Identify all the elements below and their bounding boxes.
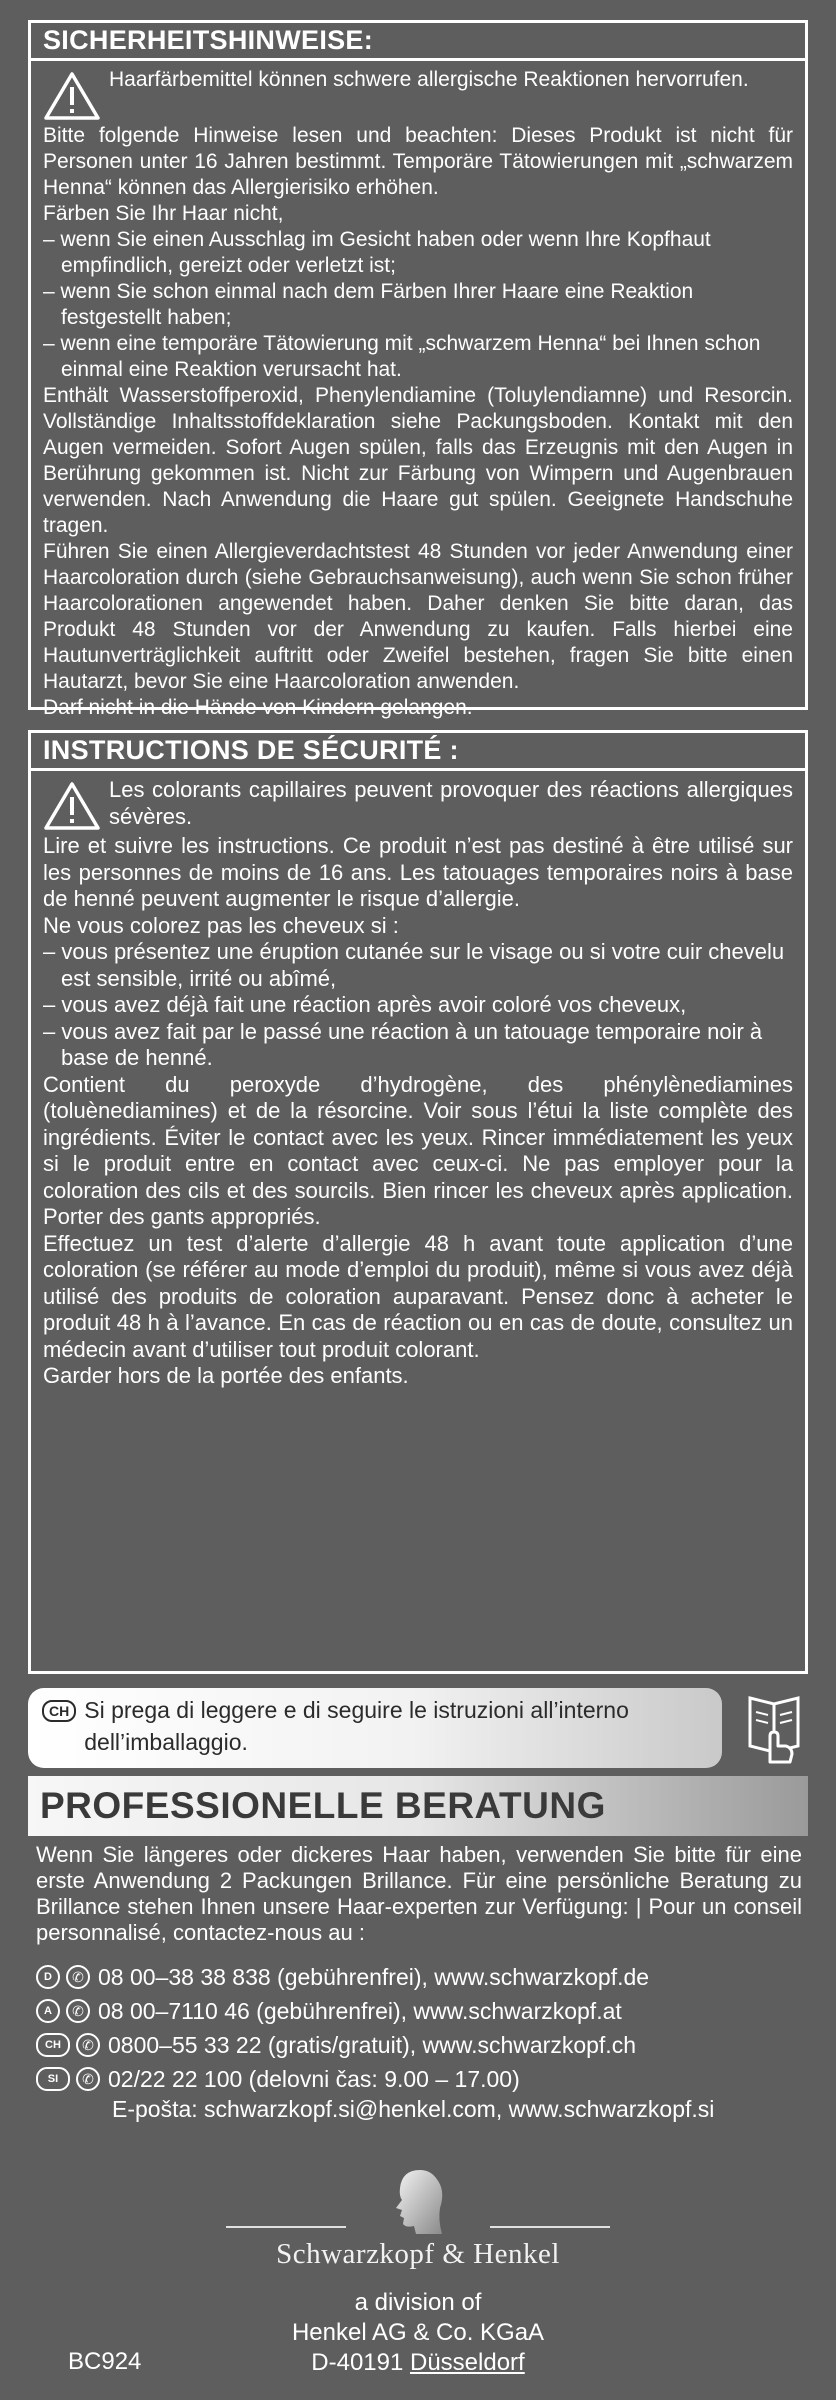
ch-notice bbox=[28, 1688, 722, 1768]
ingredients-de: Enthält Wasserstoffperoxid, Phenylendiamine (Toluylendiamne) und Resorcin. Vollständige Inhaltsstoffdeklaration siehe Packungsboden. Kontakt mit den Augen vermeiden. Sofort Augen spülen, falls das Erzeugnis mit den Augen in Berührung gekommen ist. Nicht zur Färbung von Wimpern und Augenbrauen verwenden. Nach Anwendung die Haare gut spülen. Geeignete Handschuhe tragen. bbox=[43, 384, 793, 537]
country-badge: D bbox=[36, 1965, 60, 1989]
contact-line: 02/22 22 100 (delovni čas: 9.00 – 17.00) bbox=[108, 2066, 520, 2092]
list-item: – vous présentez une éruption cutanée sur le visage ou si votre cuir chevelu est sensible, irrité ou abîmé, bbox=[43, 939, 793, 992]
contact-row-ch bbox=[36, 2028, 802, 2062]
contact-email-si: E-pošta: schwarzkopf.si@henkel.com, www.schwarzkopf.si bbox=[112, 2096, 715, 2122]
read-instructions-fr: Lire et suivre les instructions. Ce produit n’est pas destiné à être utilisé sur les personnes de moins de 16 ans. Les tatouages temporaires noirs à base de henné peuvent augmenter le risque d’allergie. bbox=[43, 833, 793, 911]
contact-row-at bbox=[36, 1994, 802, 2028]
product-code: BC924 bbox=[68, 2348, 142, 2375]
list-item: – wenn Sie schon einmal nach dem Färben Ihrer Haare eine Reaktion festgestellt haben; bbox=[43, 279, 793, 331]
division-text: a division of bbox=[354, 2289, 482, 2316]
list-item: – vous avez déjà fait une réaction après avoir coloré vos cheveux, bbox=[43, 992, 793, 1019]
contraindications-list-de bbox=[43, 227, 793, 383]
country-badge: A bbox=[36, 1999, 60, 2023]
list-item: – vous avez fait par le passé une réaction à un tatouage temporaire noir à base de henné. bbox=[43, 1019, 793, 1072]
city: Düsseldorf bbox=[410, 2349, 525, 2376]
warning-triangle-icon bbox=[43, 71, 101, 121]
contact-line: 08 00–7110 46 (gebührenfrei), www.schwarzkopf.at bbox=[98, 1998, 622, 2024]
safety-box-fr bbox=[28, 730, 808, 1674]
phone-icon: ✆ bbox=[66, 1965, 90, 1989]
list-item: – wenn eine temporäre Tätowierung mit „schwarzem Henna“ bei Ihnen schon einmal eine Reaktion verursacht hat. bbox=[43, 331, 793, 383]
ch-notice-text: Si prega di leggere e di seguire le istruzioni all’interno dell’imballaggio. bbox=[84, 1697, 629, 1755]
allergy-test-fr: Effectuez un test d’alerte d’allergie 48 h avant toute application d’une coloration (se référer au mode d’emploi du produit), même si vous avez déjà utilisé des produits de coloration auparavant. Pensez donc à acheter le produit 48 h à l’avance. En cas de réaction ou en cas de doute, consultez un médecin avant d’utiliser tout produit colorant. bbox=[43, 1230, 793, 1362]
do-not-color-intro-fr: Ne vous colorez pas les cheveux si : bbox=[43, 912, 399, 938]
children-warning-fr: Garder hors de la portée des enfants. bbox=[43, 1363, 409, 1388]
contact-row-de bbox=[36, 1960, 802, 1994]
children-warning-de: Darf nicht in die Hände von Kindern gelangen. bbox=[43, 696, 473, 719]
country-badge: SI bbox=[36, 2067, 70, 2091]
leaflet-instructions-icon bbox=[740, 1690, 810, 1766]
company-name: Henkel AG & Co. KGaA bbox=[291, 2319, 545, 2346]
phone-icon: ✆ bbox=[76, 2033, 100, 2057]
do-not-color-intro-de: Färben Sie Ihr Haar nicht, bbox=[43, 202, 284, 225]
allergy-test-de: Führen Sie einen Allergieverdachtstest 48 Stunden vor jeder Anwendung einer Haarcoloration durch (siehe Gebrauchsanweisung), auch wenn Sie schon früher Haarcolorationen angewendet haben. Daher denken Sie bitte daran, das Produkt 48 Stunden vor der Anwendung zu kaufen. Falls hierbei eine Hautunverträglichkeit auftritt oder Zweifel bestehen, fragen Sie bitte einen Hautarzt, bevor Sie eine Haarcoloration anwenden. bbox=[43, 540, 793, 693]
safety-header-fr: INSTRUCTIONS DE SÉCURITÉ : bbox=[31, 733, 805, 771]
contact-row-si bbox=[36, 2062, 802, 2096]
phone-icon: ✆ bbox=[66, 1999, 90, 2023]
consultation-title: PROFESSIONELLE BERATUNG bbox=[28, 1776, 808, 1836]
phone-icon: ✆ bbox=[76, 2067, 100, 2091]
safety-box-de bbox=[28, 20, 808, 719]
profile-head-icon bbox=[390, 2168, 446, 2234]
contact-list bbox=[36, 1960, 802, 2122]
allergy-warning-de: Haarfärbemittel können schwere allergische Reaktionen hervorrufen. bbox=[109, 68, 749, 91]
contact-line: 08 00–38 38 838 (gebührenfrei), www.schwarzkopf.de bbox=[98, 1964, 650, 1990]
list-item: – wenn Sie einen Ausschlag im Gesicht haben oder wenn Ihre Kopfhaut empfindlich, gereizt oder verletzt ist; bbox=[43, 227, 793, 279]
brand-name: Schwarzkopf & Henkel bbox=[276, 2238, 560, 2270]
contraindications-list-fr bbox=[43, 939, 793, 1072]
contact-line: 0800–55 33 22 (gratis/gratuit), www.schwarzkopf.ch bbox=[108, 2032, 636, 2058]
ch-country-badge: CH bbox=[42, 1700, 76, 1722]
postal-code: D-40191 bbox=[311, 2349, 404, 2376]
country-badge: CH bbox=[36, 2033, 70, 2057]
consultation-text: Wenn Sie längeres oder dickeres Haar haben, verwenden Sie bitte für eine erste Anwendung 2 Packungen Brillance. Für eine persönliche Beratung zu Brillance stehen Ihnen unsere Haar-experten zur Verfügung: | Pour un conseil personnalisé, contactez-nous au : bbox=[36, 1842, 802, 1945]
allergy-warning-fr: Les colorants capillaires peuvent provoquer des réactions allergiques sévères. bbox=[109, 777, 793, 829]
warning-triangle-icon bbox=[43, 781, 101, 831]
ingredients-fr: Contient du peroxyde d’hydrogène, des phénylènediamines (toluènediamines) et de la résorcine. Voir sous l’étui la liste complète des ingrédients. Éviter le contact avec les yeux. Rincer immédiatement les yeux si le produit entre en contact avec ceux-ci. Ne pas employer pour la coloration des cils et des sourcils. Bien rincer les cheveux après application. Porter des gants appropriés. bbox=[43, 1071, 793, 1229]
schwarzkopf-henkel-logo bbox=[226, 2168, 610, 2271]
read-instructions-de: Bitte folgende Hinweise lesen und beachten: Dieses Produkt ist nicht für Personen unter 16 Jahren bestimmt. Temporäre Tätowierungen mit „schwarzem Henna“ können das Allergierisiko erhöhen. bbox=[43, 124, 793, 199]
safety-header-de: SICHERHEITSHINWEISE: bbox=[31, 23, 805, 61]
